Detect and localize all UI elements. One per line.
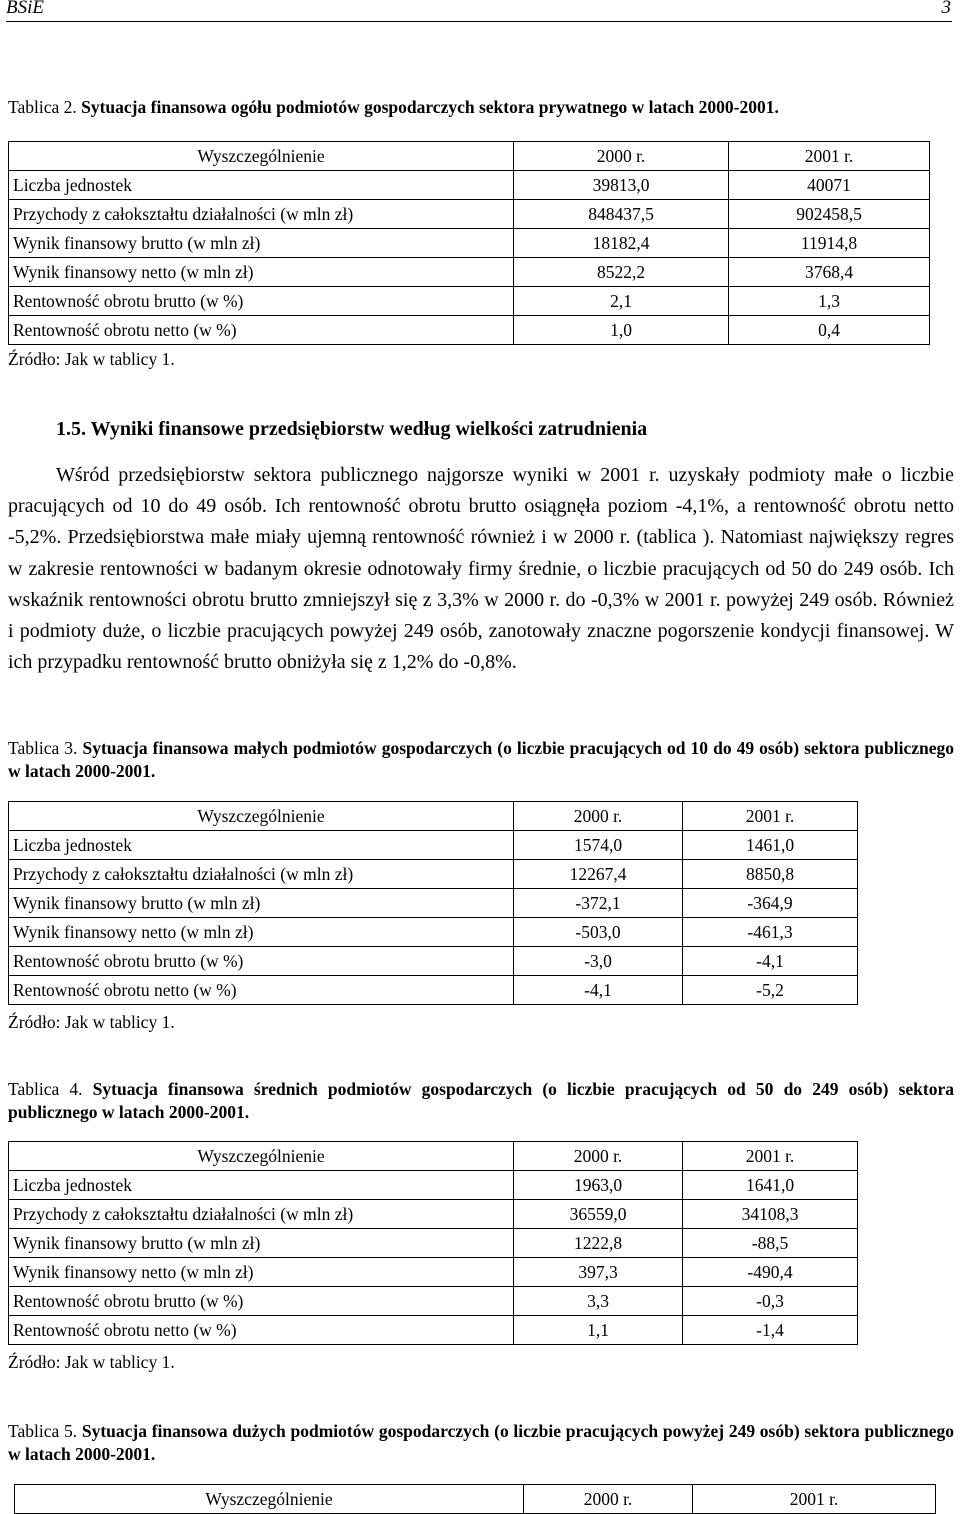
row-label: Wynik finansowy brutto (w mln zł): [9, 889, 514, 918]
row-label: Wynik finansowy netto (w mln zł): [9, 918, 514, 947]
table4: [8, 1141, 858, 1345]
cell-2000: 36559,0: [514, 1200, 683, 1229]
table4-source: Źródło: Jak w tablicy 1.: [8, 1352, 175, 1372]
cell-2001: -1,4: [683, 1316, 858, 1345]
table4-caption-title: Sytuacja finansowa średnich podmiotów gospodarczych (o liczbie pracujących od 50 do 249 osób) sektora publicznego w latach 2000-2001.: [8, 1079, 954, 1122]
cell-2000: 12267,4: [514, 860, 683, 889]
cell-2000: 39813,0: [514, 171, 729, 200]
table-header-row: [9, 142, 930, 171]
table4-caption-prefix: Tablica 4.: [8, 1079, 83, 1099]
cell-2001: -88,5: [683, 1229, 858, 1258]
cell-2000: 1,0: [514, 316, 729, 345]
table-row: [9, 831, 858, 860]
running-header: [0, 0, 960, 22]
row-label: Wynik finansowy brutto (w mln zł): [9, 1229, 514, 1258]
row-label: Wynik finansowy netto (w mln zł): [9, 258, 514, 287]
table5: [14, 1484, 936, 1514]
cell-2000: 397,3: [514, 1258, 683, 1287]
row-label: Wynik finansowy netto (w mln zł): [9, 1258, 514, 1287]
table-header-row: [15, 1485, 936, 1514]
cell-2001: 34108,3: [683, 1200, 858, 1229]
column-header: 2001 r.: [729, 142, 930, 171]
cell-2001: 8850,8: [683, 860, 858, 889]
cell-2001: -0,3: [683, 1287, 858, 1316]
row-label: Rentowność obrotu netto (w %): [9, 1316, 514, 1345]
paragraph-text: Wśród przedsiębiorstw sektora publicznego najgorsze wyniki w 2001 r. uzyskały podmioty małe o liczbie pracujących od 10 do 49 osób. Ich rentowność obrotu brutto osiągnęła poziom -4,1%, a rentowność obrotu netto -5,2%. Przedsiębiorstwa małe miały ujemną rentowność również i w 2000 r. (tablica ). Natomiast największy regres w zakresie rentowności w badanym okresie odnotowały firmy średnie, o liczbie pracujących od 50 do 249 osób. Ich wskaźnik rentowności obrotu brutto zmniejszył się z 3,3% w 2000 r. do -0,3% w 2001 r. powyżej 249 osób. Również i podmioty duże, o liczbie pracujących powyżej 249 osób, zanotowały znaczne pogorszenie kondycji finansowej. W ich przypadku rentowność brutto obniżyła się z 1,2% do -0,8%.: [8, 464, 954, 674]
cell-2000: 1,1: [514, 1316, 683, 1345]
table3-caption: [8, 737, 954, 783]
section-paragraph: [8, 460, 954, 678]
cell-2001: -490,4: [683, 1258, 858, 1287]
column-header: 2000 r.: [514, 1142, 683, 1171]
column-header: 2000 r.: [514, 142, 729, 171]
column-header: Wyszczególnienie: [9, 1142, 514, 1171]
row-label: Przychody z całokształtu działalności (w mln zł): [9, 1200, 514, 1229]
cell-2000: 848437,5: [514, 200, 729, 229]
table2-caption-title: Sytuacja finansowa ogółu podmiotów gospodarczych sektora prywatnego w latach 2000-2001.: [81, 97, 779, 117]
journal-name: BSiE: [6, 0, 44, 18]
cell-2001: 902458,5: [729, 200, 930, 229]
table-row: [9, 200, 930, 229]
table-row: [9, 976, 858, 1005]
table-row: [9, 1258, 858, 1287]
row-label: Przychody z całokształtu działalności (w mln zł): [9, 200, 514, 229]
cell-2001: 1461,0: [683, 831, 858, 860]
table-row: [9, 889, 858, 918]
table-row: [9, 1316, 858, 1345]
table5-caption: [8, 1420, 954, 1466]
table-row: [9, 316, 930, 345]
cell-2000: 1963,0: [514, 1171, 683, 1200]
table-row: [9, 947, 858, 976]
cell-2000: -3,0: [514, 947, 683, 976]
table4-caption: [8, 1078, 954, 1124]
column-header: Wyszczególnienie: [9, 142, 514, 171]
row-label: Rentowność obrotu brutto (w %): [9, 947, 514, 976]
cell-2000: -503,0: [514, 918, 683, 947]
row-label: Wynik finansowy brutto (w mln zł): [9, 229, 514, 258]
table2-caption-prefix: Tablica 2.: [8, 97, 77, 117]
cell-2000: 3,3: [514, 1287, 683, 1316]
table-header-row: [9, 1142, 858, 1171]
cell-2000: 18182,4: [514, 229, 729, 258]
table2-caption: [8, 96, 954, 119]
row-label: Liczba jednostek: [9, 171, 514, 200]
table3-caption-title: Sytuacja finansowa małych podmiotów gospodarczych (o liczbie pracujących od 10 do 49 osób) sektora publicznego w latach 2000-2001.: [8, 738, 954, 781]
row-label: Rentowność obrotu brutto (w %): [9, 1287, 514, 1316]
table-row: [9, 287, 930, 316]
column-header: 2001 r.: [683, 802, 858, 831]
cell-2001: 40071: [729, 171, 930, 200]
table-row: [9, 229, 930, 258]
row-label: Przychody z całokształtu działalności (w mln zł): [9, 860, 514, 889]
cell-2001: -5,2: [683, 976, 858, 1005]
cell-2001: -4,1: [683, 947, 858, 976]
table5-caption-prefix: Tablica 5.: [8, 1421, 78, 1441]
table-header-row: [9, 802, 858, 831]
cell-2001: -364,9: [683, 889, 858, 918]
row-label: Rentowność obrotu netto (w %): [9, 316, 514, 345]
table-row: [9, 1171, 858, 1200]
table-row: [9, 258, 930, 287]
table2: [8, 141, 930, 345]
page-number: 3: [941, 0, 951, 18]
table-row: [9, 171, 930, 200]
cell-2000: -4,1: [514, 976, 683, 1005]
table-row: [9, 1229, 858, 1258]
column-header: 2000 r.: [514, 802, 683, 831]
column-header: 2000 r.: [524, 1485, 693, 1514]
row-label: Liczba jednostek: [9, 831, 514, 860]
cell-2001: 3768,4: [729, 258, 930, 287]
table-row: [9, 1200, 858, 1229]
cell-2001: -461,3: [683, 918, 858, 947]
row-label: Rentowność obrotu netto (w %): [9, 976, 514, 1005]
table-row: [9, 1287, 858, 1316]
table5-caption-title: Sytuacja finansowa dużych podmiotów gospodarczych (o liczbie pracujących powyżej 249 osób) sektora publicznego w latach 2000-2001.: [8, 1421, 954, 1464]
column-header: Wyszczególnienie: [15, 1485, 524, 1514]
row-label: Rentowność obrotu brutto (w %): [9, 287, 514, 316]
cell-2000: 2,1: [514, 287, 729, 316]
cell-2001: 11914,8: [729, 229, 930, 258]
table3: [8, 801, 858, 1005]
table3-source: Źródło: Jak w tablicy 1.: [8, 1012, 175, 1032]
cell-2000: 1222,8: [514, 1229, 683, 1258]
section-title: 1.5. Wyniki finansowe przedsiębiorstw według wielkości zatrudnienia: [56, 418, 648, 440]
table2-source: Źródło: Jak w tablicy 1.: [8, 349, 175, 369]
cell-2000: -372,1: [514, 889, 683, 918]
cell-2001: 0,4: [729, 316, 930, 345]
table-row: [9, 918, 858, 947]
column-header: Wyszczególnienie: [9, 802, 514, 831]
cell-2001: 1,3: [729, 287, 930, 316]
table3-caption-prefix: Tablica 3.: [8, 738, 78, 758]
cell-2000: 1574,0: [514, 831, 683, 860]
column-header: 2001 r.: [683, 1142, 858, 1171]
table-row: [9, 860, 858, 889]
row-label: Liczba jednostek: [9, 1171, 514, 1200]
header-rule: [6, 21, 952, 22]
cell-2001: 1641,0: [683, 1171, 858, 1200]
cell-2000: 8522,2: [514, 258, 729, 287]
column-header: 2001 r.: [693, 1485, 936, 1514]
